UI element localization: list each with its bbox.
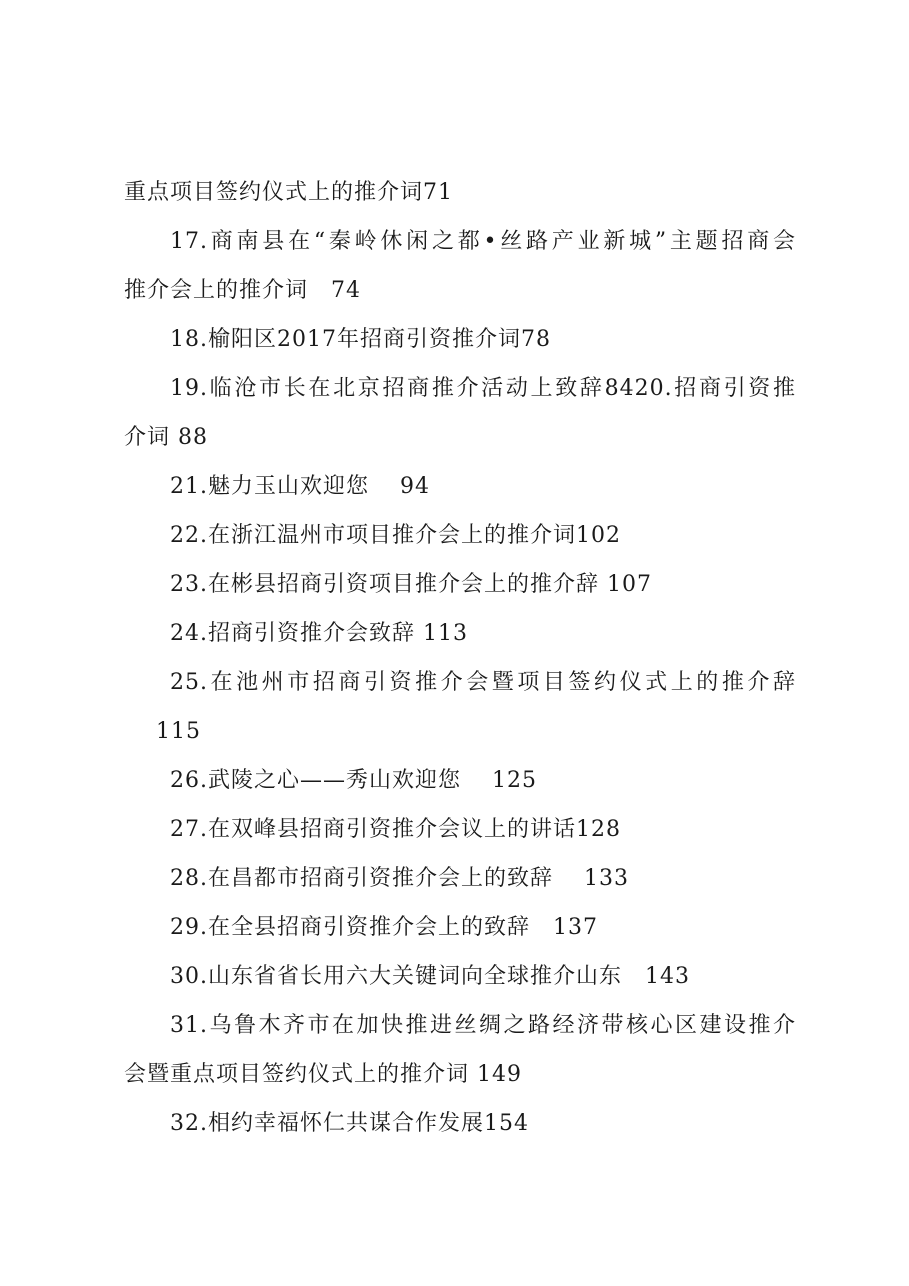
toc-line: 25.在池州市招商引资推介会暨项目签约仪式上的推介辞 (170, 670, 796, 695)
toc-line: 推介会上的推介词 74 (124, 278, 361, 303)
toc-line: 30.山东省省长用六大关键词向全球推介山东 143 (170, 964, 690, 989)
toc-line: 19.临沧市长在北京招商推介活动上致辞8420.招商引资推 (170, 376, 796, 401)
toc-line: 21.魅力玉山欢迎您 94 (170, 474, 430, 499)
toc-line: 介词 88 (124, 425, 208, 450)
toc-line: 115 (156, 719, 201, 744)
toc-line: 重点项目签约仪式上的推介词71 (124, 180, 453, 205)
toc-line: 23.在彬县招商引资项目推介会上的推介辞 107 (170, 572, 652, 597)
toc-line: 28.在昌都市招商引资推介会上的致辞 133 (170, 866, 629, 891)
toc-line: 18.榆阳区2017年招商引资推介词78 (170, 327, 551, 352)
toc-line: 24.招商引资推介会致辞 113 (170, 621, 468, 646)
toc-line: 32.相约幸福怀仁共谋合作发展154 (170, 1111, 529, 1136)
toc-line: 会暨重点项目签约仪式上的推介词 149 (124, 1062, 522, 1087)
table-of-contents (124, 168, 796, 1148)
toc-line: 26.武陵之心——秀山欢迎您 125 (170, 768, 537, 793)
toc-line: 31.乌鲁木齐市在加快推进丝绸之路经济带核心区建设推介 (170, 1013, 796, 1038)
toc-line: 29.在全县招商引资推介会上的致辞 137 (170, 915, 598, 940)
toc-line: 27.在双峰县招商引资推介会议上的讲话128 (170, 817, 621, 842)
toc-line: 17.商南县在“秦岭休闲之都•丝路产业新城”主题招商会 (170, 229, 796, 254)
toc-line: 22.在浙江温州市项目推介会上的推介词102 (170, 523, 621, 548)
